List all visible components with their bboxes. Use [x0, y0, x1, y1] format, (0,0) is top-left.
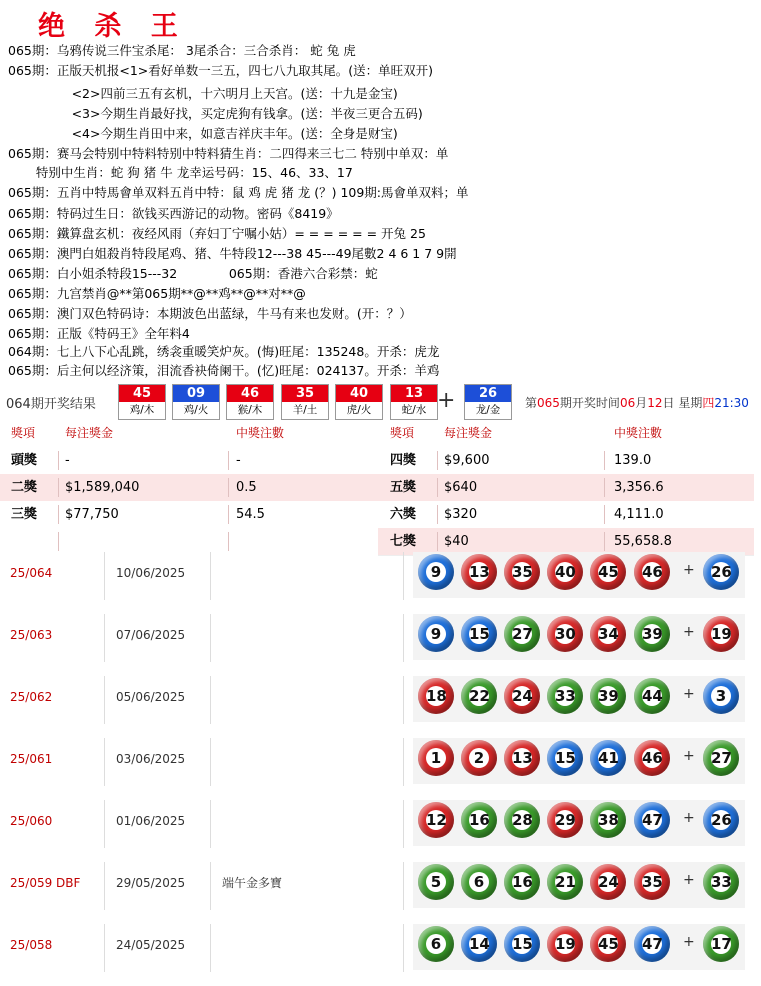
number-ball: [504, 616, 540, 652]
prize-value: $9,600: [444, 453, 490, 468]
special-ball: [703, 740, 739, 776]
special-result-ball: [464, 384, 512, 420]
prize-value: 4,111.0: [614, 507, 664, 522]
result-ball: [335, 384, 383, 420]
ball-number: 47: [642, 935, 663, 953]
prize-name: 頭獎: [11, 453, 38, 468]
ball-number: 46: [642, 563, 663, 581]
ball-number: 2: [469, 748, 489, 768]
number-ball: [634, 616, 670, 652]
prize-header-cell: 中獎注數: [614, 426, 663, 440]
ball-number: 9: [426, 624, 446, 644]
tip-line: 064期：七上八下心乱跳，绣衾重暖笑炉灰。(悔)旺尾：135248。开杀：虎龙: [8, 344, 440, 359]
number-ball: [590, 554, 626, 590]
number-ball: [418, 616, 454, 652]
number-ball: [547, 678, 583, 714]
number-ball: [504, 926, 540, 962]
ball-number: 24: [512, 687, 533, 705]
ball-number: 1: [426, 748, 446, 768]
prize-value: $77,750: [65, 507, 119, 522]
next-draw-info: 第065期开奖时间06月12日 星期四21:30: [525, 396, 749, 410]
ball-number: 3: [711, 686, 731, 706]
prize-header-cell: 中獎注數: [236, 426, 285, 440]
ball-number: 40: [555, 563, 576, 581]
tip-line: 065期：白小姐杀特段15---32 065期：香港六合彩禁：蛇: [8, 266, 378, 281]
plus-sign: +: [683, 872, 695, 888]
draw-row[interactable]: [0, 676, 761, 738]
ball-number: 34: [598, 625, 619, 643]
ball-number: 30: [555, 625, 576, 643]
result-ball: [172, 384, 220, 420]
plus-sign: +: [683, 934, 695, 950]
special-ball: [703, 554, 739, 590]
ball-number: 24: [598, 873, 619, 891]
result-number: 13: [391, 385, 437, 402]
prize-name: 六獎: [390, 507, 417, 522]
number-ball: [634, 740, 670, 776]
number-ball: [418, 678, 454, 714]
ball-number: 26: [711, 811, 732, 829]
ball-number: 22: [469, 687, 490, 705]
tip-line: 065期：九宫禁肖@**第065期**@**鸡**@**对**@: [8, 286, 306, 301]
draw-issue: 25/061: [10, 752, 53, 766]
ball-number: 45: [598, 935, 619, 953]
special-ball: [703, 864, 739, 900]
tip-line: <3>今期生肖最好找，买定虎狗有钱拿。(送：半夜三更合五码): [8, 106, 423, 121]
tip-line: 065期：特码过生日：欲钱买西游记的动物。密码《8419》: [8, 206, 339, 221]
number-ball: [461, 678, 497, 714]
ball-number: 12: [426, 811, 447, 829]
number-ball: [504, 740, 540, 776]
draw-row[interactable]: [0, 924, 761, 986]
tip-line: 065期：正版《特码王》全年料4: [8, 326, 190, 341]
ball-number: 39: [642, 625, 663, 643]
ball-number: 44: [642, 687, 663, 705]
ball-number: 33: [555, 687, 576, 705]
number-ball: [547, 554, 583, 590]
tip-line: 065期：澳门双色特码诗：本期波色出蓝绿，牛马有来也发财。(开：？）: [8, 306, 412, 321]
special-zodiac: 龙/金: [475, 404, 501, 416]
number-ball: [418, 740, 454, 776]
number-ball: [590, 616, 626, 652]
draw-issue: 25/064: [10, 566, 53, 580]
prize-name: 二獎: [11, 480, 38, 495]
prize-value: $640: [444, 480, 478, 495]
draw-row[interactable]: [0, 738, 761, 800]
ball-number: 16: [469, 811, 490, 829]
special-ball: [703, 802, 739, 838]
prize-name: 四獎: [390, 453, 417, 468]
ball-number: 28: [512, 811, 533, 829]
result-zodiac: 猴/木: [237, 404, 263, 416]
prize-row: [0, 447, 754, 474]
prize-row: [0, 528, 754, 555]
number-ball: [634, 926, 670, 962]
draw-issue: 25/063: [10, 628, 53, 642]
prize-value: 0.5: [236, 480, 257, 495]
tip-line: 065期：赛马会特别中特料特别中特料猜生肖：二四得来三七二 特别中单双：单: [8, 146, 449, 161]
prize-name: 三獎: [11, 507, 38, 522]
ball-number: 35: [642, 873, 663, 891]
prize-value: 3,356.6: [614, 480, 664, 495]
tip-line: <4>今期生肖田中来，如意吉祥庆丰年。(送：全身是财宝): [8, 126, 398, 141]
draw-row[interactable]: [0, 614, 761, 676]
ball-number: 33: [711, 873, 732, 891]
tip-line: 065期：乌鸦传说三件宝杀尾： 3尾杀合：三合杀肖： 蛇 兔 虎: [8, 43, 356, 58]
number-ball: [590, 864, 626, 900]
ball-number: 5: [426, 872, 446, 892]
number-ball: [547, 864, 583, 900]
ball-number: 19: [555, 935, 576, 953]
plus-sign: +: [683, 686, 695, 702]
prize-row: [0, 501, 754, 528]
plus-sign: +: [683, 810, 695, 826]
draw-issue: 25/060: [10, 814, 53, 828]
prize-value: 54.5: [236, 507, 265, 522]
result-zodiac: 羊/土: [292, 404, 318, 416]
number-ball: [634, 864, 670, 900]
ball-number: 6: [426, 934, 446, 954]
ball-number: 27: [512, 625, 533, 643]
number-ball: [590, 678, 626, 714]
tip-line: 065期：五肖中特馬會单双料五肖中特：鼠 鸡 虎 猪 龙 (？) 109期:馬會单双料；单: [8, 185, 469, 200]
ball-number: 19: [711, 625, 732, 643]
number-ball: [504, 554, 540, 590]
plus-sign: +: [683, 748, 695, 764]
prize-header-cell: 每注獎金: [65, 426, 114, 440]
number-ball: [461, 864, 497, 900]
prize-value: 55,658.8: [614, 534, 672, 549]
tip-line: 065期：澳門白姐殺肖特段尾鸡、猪、牛特段12---38 45---49尾數2 4 6 1 7 9開: [8, 246, 457, 261]
ball-number: 13: [469, 563, 490, 581]
draw-date: 24/05/2025: [116, 938, 186, 952]
ball-number: 47: [642, 811, 663, 829]
special-ball: [703, 616, 739, 652]
result-zodiac: 鸡/火: [183, 404, 209, 416]
plus-sign: +: [683, 562, 695, 578]
draw-row[interactable]: [0, 862, 761, 924]
number-ball: [590, 740, 626, 776]
tip-line: 065期：后主何以经济策，泪流香袂倚阑干。(忆)旺尾：024137。开杀：羊鸡: [8, 363, 440, 378]
result-ball: [281, 384, 329, 420]
prize-name: 五獎: [390, 480, 417, 495]
draw-date: 07/06/2025: [116, 628, 186, 642]
number-ball: [418, 926, 454, 962]
ball-number: 15: [512, 935, 533, 953]
plus-sign: +: [437, 388, 456, 413]
number-ball: [547, 802, 583, 838]
ball-number: 17: [711, 935, 732, 953]
number-ball: [634, 802, 670, 838]
plus-sign: +: [683, 624, 695, 640]
ball-number: 46: [642, 749, 663, 767]
number-ball: [461, 554, 497, 590]
ball-number: 18: [426, 687, 447, 705]
special-ball: [703, 926, 739, 962]
prize-header-cell: 獎項: [390, 426, 415, 440]
prize-value: $1,589,040: [65, 480, 140, 495]
number-ball: [418, 554, 454, 590]
result-zodiac: 虎/火: [346, 404, 372, 416]
prize-value: $40: [444, 534, 469, 549]
ball-number: 15: [555, 749, 576, 767]
draw-history-list: [0, 552, 761, 965]
draw-date: 01/06/2025: [116, 814, 186, 828]
result-ball: [118, 384, 166, 420]
number-ball: [461, 740, 497, 776]
ball-number: 13: [512, 749, 533, 767]
result-number: 46: [227, 385, 273, 402]
result-zodiac: 鸡/木: [129, 404, 155, 416]
tip-line: <2>四前三五有玄机，十六明月上天宫。(送：十九是金宝): [8, 86, 398, 101]
prize-name: 七獎: [390, 534, 417, 549]
draw-issue: 25/058: [10, 938, 53, 952]
draw-issue: 25/062: [10, 690, 53, 704]
number-ball: [504, 678, 540, 714]
page-title: 绝 杀 王: [38, 11, 188, 42]
number-ball: [461, 802, 497, 838]
tip-line: 065期：鐵算盘玄机：夜经风雨（弃妇丁宁嘱小姑）= = = = = = 开兔 25: [8, 226, 426, 241]
prize-header-cell: 獎項: [11, 426, 36, 440]
ball-number: 41: [598, 749, 619, 767]
result-number: 09: [173, 385, 219, 402]
ball-number: 35: [512, 563, 533, 581]
tip-line: 065期：正版天机报<1>看好单数一三五，四七八九取其尾。(送：单旺双开): [8, 63, 434, 78]
ball-number: 21: [555, 873, 576, 891]
result-label: 064期开奖结果: [6, 397, 96, 412]
result-ball: [226, 384, 274, 420]
special-ball: [703, 678, 739, 714]
result-number: 40: [336, 385, 382, 402]
prize-value: 139.0: [614, 453, 652, 468]
draw-issue: 25/059 DBF: [10, 876, 81, 890]
tip-line: 特别中生肖：蛇 狗 猪 牛 龙幸运号码：15、46、33、17: [8, 165, 353, 180]
draw-date: 03/06/2025: [116, 752, 186, 766]
number-ball: [461, 926, 497, 962]
number-ball: [461, 616, 497, 652]
special-number: 26: [465, 385, 511, 402]
ball-number: 45: [598, 563, 619, 581]
number-ball: [547, 740, 583, 776]
number-ball: [418, 864, 454, 900]
prize-table: [0, 420, 754, 552]
result-number: 45: [119, 385, 165, 402]
ball-number: 16: [512, 873, 533, 891]
number-ball: [547, 616, 583, 652]
ball-number: 26: [711, 563, 732, 581]
draw-date: 29/05/2025: [116, 876, 186, 890]
ball-number: 6: [469, 872, 489, 892]
result-number: 35: [282, 385, 328, 402]
draw-date: 05/06/2025: [116, 690, 186, 704]
prize-header-cell: 每注獎金: [444, 426, 493, 440]
draw-note: 端午金多寶: [222, 876, 283, 890]
ball-number: 9: [426, 562, 446, 582]
ball-number: 38: [598, 811, 619, 829]
number-ball: [504, 802, 540, 838]
result-header: [0, 384, 761, 420]
number-ball: [418, 802, 454, 838]
number-ball: [590, 802, 626, 838]
prize-value: $320: [444, 507, 478, 522]
prize-value: -: [65, 453, 70, 468]
number-ball: [547, 926, 583, 962]
number-ball: [634, 678, 670, 714]
draw-row[interactable]: [0, 552, 761, 614]
number-ball: [590, 926, 626, 962]
number-ball: [634, 554, 670, 590]
ball-number: 29: [555, 811, 576, 829]
draw-date: 10/06/2025: [116, 566, 186, 580]
ball-number: 27: [711, 749, 732, 767]
ball-number: 15: [469, 625, 490, 643]
prize-header-row: [0, 420, 754, 447]
draw-row[interactable]: [0, 800, 761, 862]
result-zodiac: 蛇/水: [401, 404, 427, 416]
prize-row: [0, 474, 754, 501]
ball-number: 39: [598, 687, 619, 705]
ball-number: 14: [469, 935, 490, 953]
result-ball: [390, 384, 438, 420]
number-ball: [504, 864, 540, 900]
prize-value: -: [236, 453, 241, 468]
